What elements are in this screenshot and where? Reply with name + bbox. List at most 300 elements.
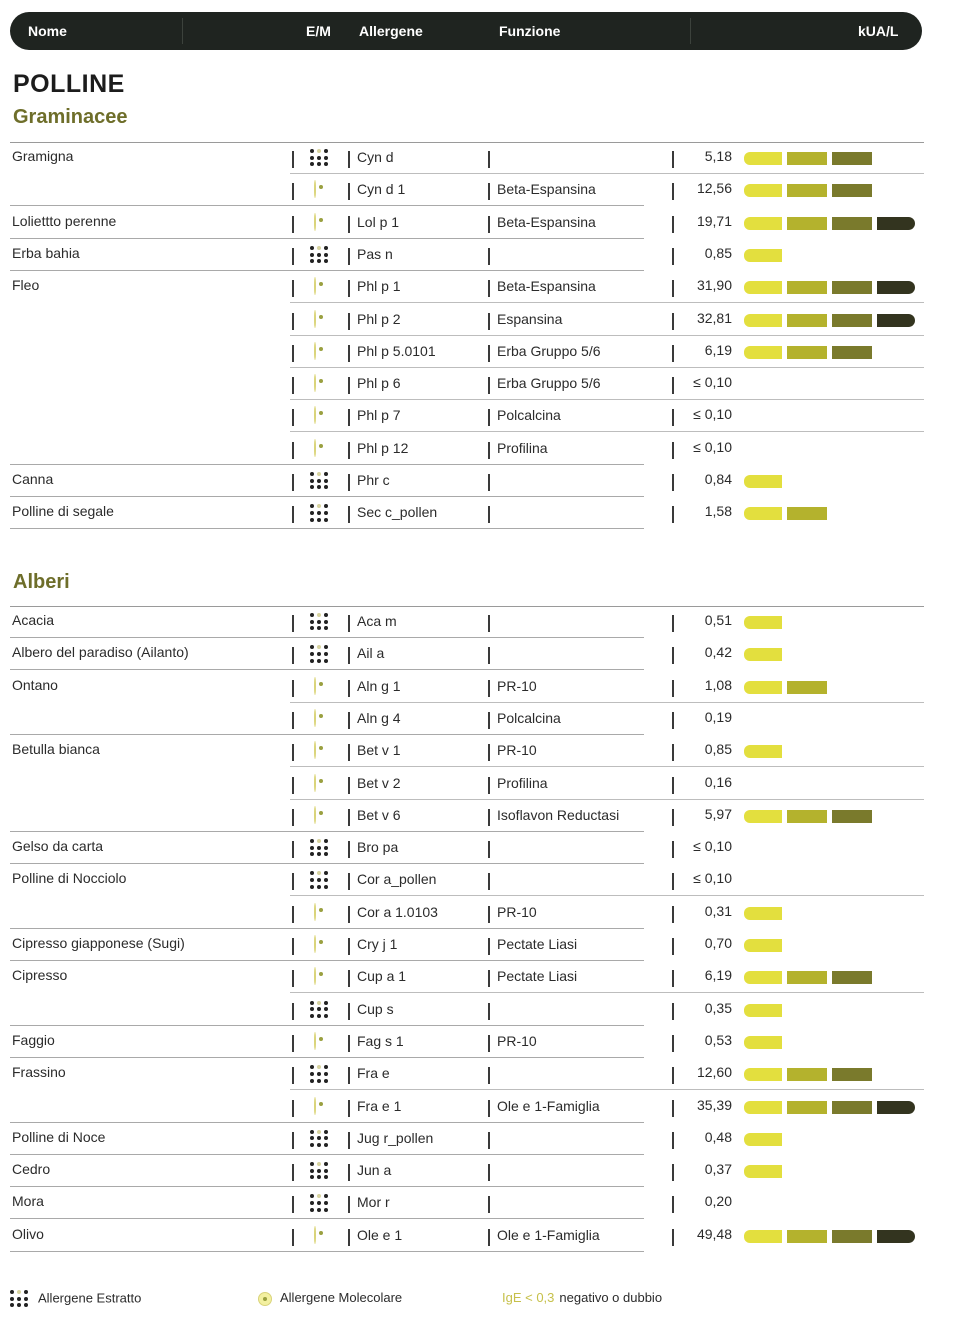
level-segment-1 [744, 1133, 782, 1146]
molecular-allergen-icon [310, 1227, 334, 1247]
level-segment-1 [744, 1004, 782, 1017]
column-separator [292, 216, 294, 233]
column-separator [348, 712, 350, 729]
kua-value: 5,18 [704, 148, 732, 164]
column-separator [292, 1067, 294, 1084]
kua-value: 0,48 [704, 1128, 732, 1145]
column-separator [292, 1132, 294, 1149]
level-segment-1 [744, 507, 782, 520]
level-segment-1 [744, 681, 782, 694]
column-separator [672, 1196, 674, 1213]
allergen-code: Fra e 1 [357, 1097, 402, 1114]
column-separator [348, 1100, 350, 1117]
allergen-source-name: Albero del paradiso (Ailanto) [12, 644, 189, 661]
column-separator [672, 744, 674, 761]
allergen-code: Jug r_pollen [357, 1129, 434, 1146]
molecular-allergen-icon [310, 1033, 334, 1053]
kua-value: 6,19 [704, 967, 732, 984]
level-segment-2 [787, 681, 827, 694]
kua-value: 35,39 [696, 1096, 732, 1113]
allergen-function: PR-10 [497, 1032, 537, 1049]
column-separator [348, 151, 350, 168]
table-row [10, 638, 924, 670]
level-segment-1 [744, 281, 782, 294]
column-separator [488, 1100, 490, 1117]
table-row [10, 174, 924, 206]
column-separator [292, 1100, 294, 1117]
allergen-code: Cyn d 1 [357, 181, 406, 198]
column-separator [488, 409, 490, 426]
kua-value: 12,56 [696, 180, 732, 197]
column-separator [672, 906, 674, 923]
group-title-graminacee: Graminacee [13, 106, 128, 128]
column-separator [348, 777, 350, 794]
legend-ige-threshold: IgE < 0,3 [502, 1290, 555, 1305]
column-separator [292, 1035, 294, 1052]
molecular-allergen-icon [310, 968, 334, 988]
level-segment-4 [877, 281, 915, 294]
level-segment-2 [787, 1230, 827, 1243]
column-separator [488, 873, 490, 890]
level-segment-3 [832, 314, 872, 327]
column-separator [348, 906, 350, 923]
allergen-source-name: Mora [12, 1193, 44, 1210]
allergen-source-name: Polline di segale [12, 503, 114, 520]
allergen-code: Bet v 6 [357, 806, 401, 823]
table-row [10, 735, 924, 767]
table-row [10, 400, 924, 432]
level-segment-3 [832, 346, 872, 359]
allergen-function: Beta-Espansina [497, 181, 596, 198]
table-row [10, 606, 924, 638]
column-separator [292, 474, 294, 491]
table-row [10, 433, 924, 465]
column-separator [672, 248, 674, 265]
allergen-source-name: Erba bahia [12, 244, 80, 261]
column-separator [488, 615, 490, 632]
level-segment-3 [832, 810, 872, 823]
allergen-source-name: Olivo [12, 1225, 44, 1242]
allergen-source-name: Gramigna [12, 148, 74, 164]
column-separator [292, 313, 294, 330]
column-separator [488, 809, 490, 826]
column-separator [488, 216, 490, 233]
legend-molecular-label: Allergene Molecolare [280, 1290, 403, 1305]
allergen-source-name: Acacia [12, 612, 55, 628]
column-separator [292, 615, 294, 632]
column-separator [488, 248, 490, 265]
group-title-alberi: Alberi [13, 571, 70, 593]
kua-value: 1,08 [704, 676, 732, 693]
allergen-function: Profilina [497, 439, 548, 456]
column-separator [488, 680, 490, 697]
table-row [10, 368, 924, 400]
molecular-allergen-icon [310, 742, 334, 762]
kua-value: ≤ 0,10 [693, 438, 732, 455]
allergen-code: Cup a 1 [357, 968, 407, 985]
allergen-code: Phl p 5.0101 [357, 342, 436, 359]
column-separator [488, 1164, 490, 1181]
column-separator [488, 313, 490, 330]
column-separator [348, 744, 350, 761]
kua-value: 0,70 [704, 935, 732, 951]
table-row [10, 961, 924, 993]
kua-value: 32,81 [696, 309, 732, 326]
allergen-source-name: Cipresso giapponese (Sugi) [12, 935, 185, 951]
column-separator [348, 1067, 350, 1084]
column-separator [488, 906, 490, 923]
molecular-allergen-icon [310, 214, 334, 234]
column-separator [672, 1229, 674, 1246]
kua-value: 0,53 [704, 1031, 732, 1048]
column-separator [348, 216, 350, 233]
kua-value: 0,19 [704, 708, 732, 725]
allergen-code: Phl p 6 [357, 375, 401, 392]
column-separator [488, 280, 490, 297]
table-row [10, 897, 924, 929]
level-segment-1 [744, 745, 782, 758]
header-unit: kUA/L [858, 23, 899, 39]
extract-allergen-icon [310, 1194, 334, 1214]
allergen-code: Cyn d [357, 149, 394, 165]
level-segment-4 [877, 314, 915, 327]
allergen-code: Aca m [357, 613, 397, 629]
allergen-code: Phl p 2 [357, 310, 401, 327]
column-separator [672, 183, 674, 200]
extract-allergen-icon [310, 1130, 334, 1150]
allergen-function: Polcalcina [497, 709, 561, 726]
column-separator [292, 1229, 294, 1246]
kua-value: 0,35 [704, 999, 732, 1016]
allergen-function: Beta-Espansina [497, 213, 596, 230]
allergen-code: Ail a [357, 645, 385, 662]
row-divider [10, 528, 644, 529]
table-row [10, 768, 924, 800]
allergen-code: Phr c [357, 472, 390, 488]
kua-value: 0,42 [704, 644, 732, 661]
column-separator [348, 938, 350, 955]
column-separator [672, 1100, 674, 1117]
level-segment-1 [744, 810, 782, 823]
kua-value: ≤ 0,10 [693, 374, 732, 391]
table-row [10, 800, 924, 832]
table-row [10, 929, 924, 961]
allergen-code: Cor a 1.0103 [357, 903, 438, 920]
level-segment-1 [744, 939, 782, 952]
table-row [10, 142, 924, 174]
allergen-function: PR-10 [497, 903, 537, 920]
table-row [10, 864, 924, 896]
allergen-source-name: Loliettto perenne [12, 212, 117, 229]
column-separator [672, 938, 674, 955]
level-segment-2 [787, 152, 827, 165]
header-em: E/M [306, 23, 331, 39]
column-separator [292, 1003, 294, 1020]
column-separator [488, 183, 490, 200]
level-segment-1 [744, 475, 782, 488]
table-row [10, 336, 924, 368]
allergen-function: Isoflavon Reductasi [497, 806, 620, 823]
column-separator [672, 680, 674, 697]
column-separator [488, 506, 490, 523]
column-separator [488, 1035, 490, 1052]
molecular-allergen-icon [310, 936, 334, 956]
level-segment-3 [832, 152, 872, 165]
molecular-allergen-icon [310, 407, 334, 427]
column-separator [488, 442, 490, 459]
column-separator [348, 248, 350, 265]
molecular-allergen-icon [310, 710, 334, 730]
table-row [10, 994, 924, 1026]
table-row [10, 497, 924, 529]
table-header [10, 12, 922, 50]
column-separator [488, 938, 490, 955]
column-separator [348, 280, 350, 297]
level-segment-1 [744, 1101, 782, 1114]
level-segment-1 [744, 648, 782, 661]
column-separator [672, 409, 674, 426]
column-separator [348, 647, 350, 664]
column-separator [488, 1229, 490, 1246]
allergen-source-name: Fleo [12, 277, 40, 294]
column-separator [348, 377, 350, 394]
column-separator [672, 809, 674, 826]
level-segment-3 [832, 281, 872, 294]
allergen-code: Ole e 1 [357, 1226, 403, 1243]
extract-allergen-icon [310, 472, 334, 492]
allergen-function: Ole e 1-Famiglia [497, 1226, 600, 1243]
level-segment-2 [787, 1068, 827, 1081]
column-separator [348, 680, 350, 697]
allergen-function: PR-10 [497, 742, 537, 759]
column-separator [488, 1132, 490, 1149]
column-separator [292, 680, 294, 697]
allergen-code: Bet v 2 [357, 774, 401, 791]
level-segment-2 [787, 281, 827, 294]
molecular-allergen-icon [310, 904, 334, 924]
legend-ige [502, 1290, 662, 1305]
extract-allergen-icon [10, 1290, 30, 1308]
extract-allergen-icon [310, 871, 334, 891]
kua-value: ≤ 0,10 [693, 406, 732, 423]
column-separator [348, 615, 350, 632]
extract-allergen-icon [310, 1162, 334, 1182]
header-allergene: Allergene [359, 23, 423, 39]
column-separator [672, 506, 674, 523]
column-separator [672, 442, 674, 459]
allergen-code: Phl p 12 [357, 439, 409, 456]
column-separator [292, 712, 294, 729]
column-separator [672, 873, 674, 890]
kua-value: 31,90 [696, 277, 732, 294]
allergen-function: Pectate Liasi [497, 968, 578, 985]
allergen-source-name: Canna [12, 471, 54, 487]
legend-extract-label: Allergene Estratto [38, 1290, 142, 1306]
column-separator [348, 183, 350, 200]
table-row [10, 239, 924, 271]
column-separator [292, 1164, 294, 1181]
allergen-code: Fag s 1 [357, 1032, 404, 1049]
column-separator [672, 216, 674, 233]
column-separator [672, 970, 674, 987]
allergen-source-name: Polline di Nocciolo [12, 870, 127, 887]
level-segment-3 [832, 1230, 872, 1243]
kua-value: 0,85 [704, 741, 732, 758]
column-separator [488, 1196, 490, 1213]
column-separator [348, 873, 350, 890]
column-separator [672, 1132, 674, 1149]
column-separator [292, 377, 294, 394]
column-separator [348, 345, 350, 362]
legend-extract [10, 1290, 141, 1308]
level-segment-2 [787, 971, 827, 984]
extract-allergen-icon [310, 1001, 334, 1021]
table-row [10, 1123, 924, 1155]
kua-value: 0,16 [704, 773, 732, 790]
table-row [10, 1220, 924, 1252]
allergen-function: Espansina [497, 310, 563, 327]
column-separator [292, 183, 294, 200]
kua-value: 19,71 [696, 212, 732, 229]
allergen-code: Pas n [357, 245, 393, 262]
allergen-function: Pectate Liasi [497, 936, 578, 952]
row-divider [10, 1251, 644, 1252]
allergen-function: Profilina [497, 774, 548, 791]
column-separator [672, 841, 674, 858]
extract-allergen-icon [310, 504, 334, 524]
column-separator [488, 474, 490, 491]
column-separator [488, 1003, 490, 1020]
table-row [10, 207, 924, 239]
column-separator [292, 506, 294, 523]
column-separator [488, 377, 490, 394]
header-divider [182, 18, 183, 44]
column-separator [348, 1035, 350, 1052]
level-segment-3 [832, 1068, 872, 1081]
allergen-code: Mor r [357, 1194, 390, 1211]
level-segment-1 [744, 346, 782, 359]
column-separator [672, 474, 674, 491]
allergen-code: Cup s [357, 1000, 394, 1017]
allergen-function: Ole e 1-Famiglia [497, 1097, 600, 1114]
header-nome: Nome [28, 23, 67, 39]
column-separator [348, 506, 350, 523]
kua-value: 6,19 [704, 341, 732, 358]
allergen-code: Jun a [357, 1162, 392, 1179]
kua-value: ≤ 0,10 [693, 838, 732, 855]
allergen-source-name: Polline di Noce [12, 1128, 106, 1145]
kua-value: 0,84 [704, 471, 732, 487]
molecular-allergen-icon [310, 311, 334, 331]
section-title: POLLINE [13, 70, 125, 98]
column-separator [348, 442, 350, 459]
column-separator [488, 1067, 490, 1084]
column-separator [672, 1164, 674, 1181]
molecular-allergen-icon [310, 807, 334, 827]
allergen-code: Lol p 1 [357, 213, 400, 230]
column-separator [488, 744, 490, 761]
allergen-function: Polcalcina [497, 407, 561, 424]
table-row [10, 1155, 924, 1187]
table-row [10, 465, 924, 497]
allergen-function: Erba Gruppo 5/6 [497, 375, 601, 392]
kua-value: 0,31 [704, 902, 732, 919]
allergen-function: Beta-Espansina [497, 278, 596, 295]
level-segment-1 [744, 1165, 782, 1178]
column-separator [292, 442, 294, 459]
legend-negative-label: negativo o dubbio [559, 1290, 663, 1305]
molecular-allergen-icon [310, 440, 334, 460]
column-separator [348, 1132, 350, 1149]
allergen-code: Cry j 1 [357, 936, 398, 952]
column-separator [672, 1003, 674, 1020]
level-segment-2 [787, 217, 827, 230]
column-separator [292, 938, 294, 955]
level-segment-1 [744, 971, 782, 984]
kua-value: 49,48 [696, 1225, 732, 1242]
level-segment-1 [744, 314, 782, 327]
kua-value: 0,20 [704, 1193, 732, 1210]
column-separator [292, 280, 294, 297]
allergen-code: Fra e [357, 1065, 390, 1082]
level-segment-2 [787, 810, 827, 823]
column-separator [348, 1003, 350, 1020]
allergen-source-name: Betulla bianca [12, 741, 100, 758]
column-separator [292, 409, 294, 426]
level-segment-2 [787, 507, 827, 520]
allergen-code: Phl p 1 [357, 278, 401, 295]
molecular-allergen-icon [310, 1098, 334, 1118]
level-segment-1 [744, 152, 782, 165]
table-row [10, 671, 924, 703]
allergen-source-name: Gelso da carta [12, 838, 104, 855]
column-separator [348, 313, 350, 330]
column-separator [672, 777, 674, 794]
level-segment-1 [744, 249, 782, 262]
level-segment-2 [787, 346, 827, 359]
column-separator [672, 647, 674, 664]
column-separator [292, 1196, 294, 1213]
legend-molecular [258, 1290, 402, 1306]
level-segment-1 [744, 1068, 782, 1081]
column-separator [292, 744, 294, 761]
table-row [10, 1187, 924, 1219]
level-segment-1 [744, 217, 782, 230]
molecular-allergen-icon [310, 343, 334, 363]
allergen-code: Aln g 4 [357, 709, 401, 726]
column-separator [488, 345, 490, 362]
level-segment-3 [832, 217, 872, 230]
header-funzione: Funzione [499, 23, 561, 39]
column-separator [672, 151, 674, 168]
extract-allergen-icon [310, 613, 334, 633]
allergen-source-name: Cedro [12, 1161, 51, 1178]
molecular-allergen-icon [258, 1292, 272, 1306]
column-separator [348, 1196, 350, 1213]
column-separator [292, 970, 294, 987]
column-separator [348, 1229, 350, 1246]
column-separator [488, 151, 490, 168]
header-divider [690, 18, 691, 44]
level-segment-1 [744, 1230, 782, 1243]
level-segment-1 [744, 907, 782, 920]
allergen-code: Bro pa [357, 839, 399, 856]
column-separator [292, 151, 294, 168]
column-separator [488, 647, 490, 664]
level-segment-1 [744, 184, 782, 197]
allergen-code: Bet v 1 [357, 742, 401, 759]
kua-value: ≤ 0,10 [693, 870, 732, 887]
